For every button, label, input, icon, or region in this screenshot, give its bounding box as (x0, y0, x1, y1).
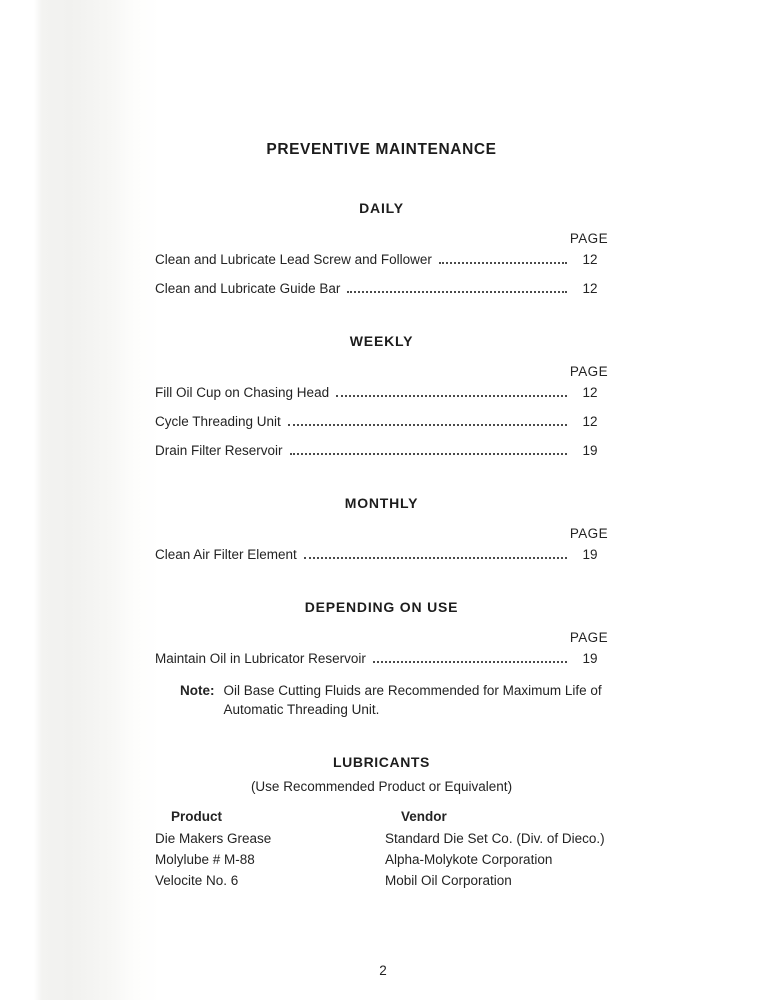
note-label: Note: (180, 683, 215, 698)
toc-entry-label: Clean Air Filter Element (155, 547, 297, 562)
toc-entry (155, 253, 608, 267)
column-header-product: Product (171, 809, 223, 824)
page-column-label: PAGE (569, 526, 608, 541)
note-text: Oil Base Cutting Fluids are Recommended for Maximum Life of Automatic Threading Unit. (223, 683, 602, 717)
toc-entry-label: Clean and Lubricate Guide Bar (155, 281, 341, 296)
section-heading-depending-on-use: DEPENDING ON USE (304, 599, 459, 615)
toc-entry (155, 548, 608, 562)
toc-entry (155, 386, 608, 400)
toc-entry-page-number: 12 (582, 385, 598, 400)
table-cell-product: Die Makers Grease (155, 831, 272, 846)
table-cell-vendor: Alpha-Molykote Corporation (385, 852, 553, 867)
dotted-leader (304, 557, 567, 559)
page-column-label: PAGE (569, 630, 608, 645)
section-heading-daily: DAILY (359, 200, 404, 216)
toc-entry (155, 415, 608, 429)
toc-entry-page-number: 19 (582, 547, 598, 562)
section-heading-weekly: WEEKLY (349, 333, 414, 349)
dotted-leader (439, 262, 567, 264)
table-cell-vendor: Mobil Oil Corporation (385, 873, 512, 888)
toc-entry (155, 282, 608, 296)
toc-entry (155, 652, 608, 666)
toc-entry-page-number: 12 (582, 252, 598, 267)
page-column-label: PAGE (569, 231, 608, 246)
lubricants-subheading: (Use Recommended Product or Equivalent) (250, 779, 513, 794)
table-cell-product: Molylube # M-88 (155, 852, 255, 867)
toc-entries (155, 652, 608, 666)
dotted-leader (373, 661, 567, 663)
toc-entry-page-number: 12 (582, 414, 598, 429)
section-heading-monthly: MONTHLY (344, 495, 419, 511)
toc-entry-label: Fill Oil Cup on Chasing Head (155, 385, 330, 400)
column-header-vendor: Vendor (401, 809, 447, 824)
toc-entries (155, 253, 608, 296)
maintenance-note (180, 681, 608, 719)
toc-entries (155, 386, 608, 458)
dotted-leader (336, 395, 567, 397)
section-weekly (155, 333, 608, 458)
table-cell-product: Velocite No. 6 (155, 873, 239, 888)
toc-entry-page-number: 19 (582, 651, 598, 666)
toc-entry-page-number: 12 (582, 281, 598, 296)
dotted-leader (288, 424, 567, 426)
table-cell-vendor: Standard Die Set Co. (Div. of Dieco.) (385, 831, 605, 846)
section-depending-on-use (155, 599, 608, 666)
toc-entry-label: Drain Filter Reservoir (155, 443, 283, 458)
lubricants-heading: LUBRICANTS (333, 754, 430, 770)
dotted-leader (347, 291, 567, 293)
dotted-leader (290, 453, 567, 455)
toc-entry-label: Maintain Oil in Lubricator Reservoir (155, 651, 366, 666)
section-monthly (155, 495, 608, 562)
toc-entry-label: Clean and Lubricate Lead Screw and Follower (155, 252, 432, 267)
toc-entries (155, 548, 608, 562)
lubricants-table (155, 810, 608, 888)
page-column-label: PAGE (569, 364, 608, 379)
page-title: PREVENTIVE MAINTENANCE (266, 141, 497, 158)
page-content (155, 0, 608, 888)
page-number: 2 (379, 963, 387, 978)
section-daily (155, 200, 608, 296)
section-lubricants (155, 754, 608, 888)
toc-entry-label: Cycle Threading Unit (155, 414, 281, 429)
toc-entry-page-number: 19 (582, 443, 598, 458)
toc-entry (155, 444, 608, 458)
